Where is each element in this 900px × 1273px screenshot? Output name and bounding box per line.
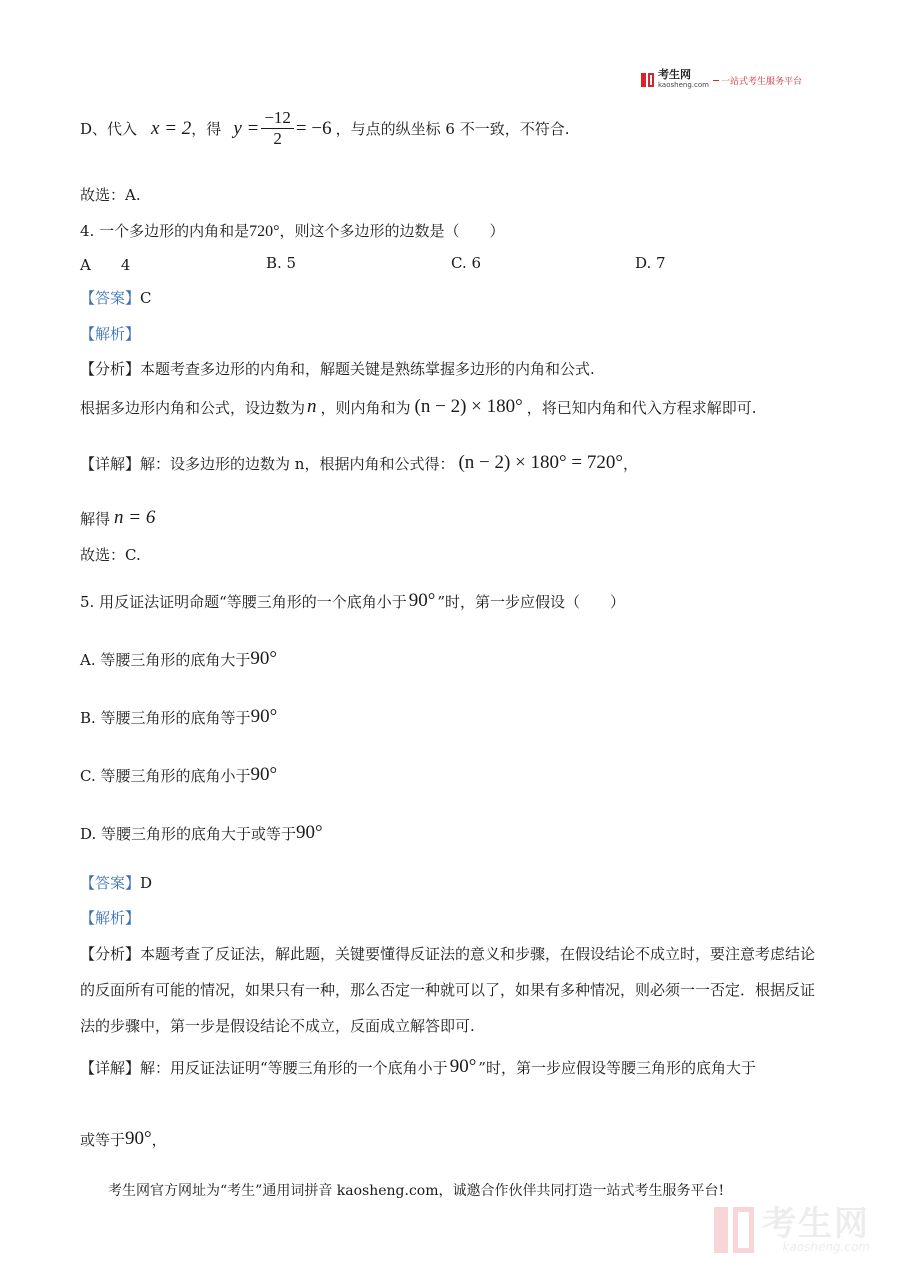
logo-text — [658, 70, 709, 90]
q5-fenxi-text: 本题考查了反证法，解此题，关键要懂得反证法的意义和步骤，在假设结论不成立时，要注意考虑结论的反面所有可能的情况，如果只有一种，那么否定一种就可以了，如果有多种情况，则必须一一否定．根据反证法的步骤中，第一步是假设结论不成立，反面成立解答即可. — [80, 945, 816, 1035]
q5-detail — [80, 1056, 756, 1078]
q4-detail-equation: (n − 2) × 180° = 720° — [458, 452, 623, 473]
q4-option-b: B. 5 — [266, 254, 297, 272]
q5-detail-end-pre: 或等于 — [80, 1130, 126, 1149]
q5-option-b — [80, 706, 277, 728]
q4-answer — [80, 287, 152, 308]
q3-d-x-eq: x = 2 — [151, 117, 192, 139]
q5-answer-tag: 【答案】 — [80, 874, 141, 892]
q5-fenxi-tag: 【分析】 — [80, 945, 141, 963]
q5-answer — [80, 872, 152, 893]
q4-fenxi — [80, 358, 595, 379]
q5-option-b-text: B. 等腰三角形的底角等于 — [80, 708, 251, 727]
logo-divider — [713, 80, 719, 81]
q4-solve — [80, 507, 155, 529]
q3-choose: 故选：A. — [80, 186, 141, 204]
q3-d-denominator: 2 — [273, 129, 282, 148]
q4-basis-pre: 根据多边形内角和公式，设边数为 — [80, 398, 306, 417]
q3-d-fraction — [261, 108, 294, 149]
q5-option-d — [80, 822, 323, 844]
q3-d-y: y = — [233, 117, 260, 139]
q4-detail-tag: 【详解】 — [80, 454, 141, 473]
q4-fenxi-text: 本题考查多边形的内角和，解题关键是熟练掌握多边形的内角和公式. — [140, 360, 595, 378]
header-logo — [641, 70, 802, 90]
watermark-logo-icon — [714, 1207, 754, 1253]
q5-detail-pre: 解：用反证法证明“等腰三角形的一个底角小于 — [140, 1058, 448, 1077]
q4-basis-mid: ，则内角和为 — [320, 398, 411, 417]
q5-option-b-deg: 90° — [250, 706, 278, 727]
logo-title: 考生网 — [658, 68, 691, 81]
q4-fenxi-tag: 【分析】 — [80, 360, 141, 378]
q5-option-c-text: C. 等腰三角形的底角小于 — [80, 766, 251, 785]
q5-detail-end — [80, 1128, 167, 1150]
q4-answer-tag: 【答案】 — [80, 289, 141, 307]
q5-stem — [80, 590, 625, 612]
q5-answer-value: D — [140, 874, 153, 892]
q5-option-a — [80, 648, 277, 670]
q4-detail-text: 解：设多边形的边数为 n，根据内角和公式得： — [140, 454, 455, 473]
q4-stem-value: 720° — [249, 223, 280, 240]
q4-detail-comma: ， — [622, 454, 638, 473]
footer-text: 考生网官方网址为“考生”通用词拼音 kaosheng.com，诚邀合作伙伴共同打造一站式考生服务平台! — [108, 1183, 725, 1199]
q4-stem-post: ，则这个多边形的边数是（ ） — [279, 222, 505, 240]
q5-option-a-text: A. 等腰三角形的底角大于 — [80, 650, 251, 669]
watermark-text — [762, 1204, 870, 1254]
q5-option-a-deg: 90° — [250, 648, 277, 669]
q5-stem-value: 90° — [408, 590, 436, 611]
q4-basis-n: n — [307, 396, 317, 417]
watermark-logo — [714, 1204, 870, 1254]
q3-d-suffix: ，与点的纵坐标 6 不一致，不符合. — [335, 120, 570, 138]
q4-analysis-tag: 【解析】 — [80, 325, 141, 343]
header-slogan: 一站式考生服务平台 — [720, 76, 802, 87]
q4-stem-pre: 4. 一个多边形的内角和是 — [80, 222, 250, 240]
q4-basis — [80, 396, 757, 418]
q3-d-de: ，得 — [191, 120, 222, 138]
q4-basis-formula: (n − 2) × 180° — [414, 396, 523, 417]
q4-basis-post: ，将已知内角和代入方程求解即可. — [526, 398, 757, 417]
q4-answer-value: C — [140, 289, 152, 307]
q5-detail-end-value: 90° — [125, 1128, 152, 1149]
q5-option-d-text: D. 等腰三角形的底角大于或等于 — [80, 824, 297, 843]
q5-detail-end-post: ， — [151, 1130, 167, 1149]
logo-url: kaosheng.com — [658, 81, 709, 89]
q4-choose: 故选：C. — [80, 546, 141, 564]
q5-option-c — [80, 764, 277, 786]
q3-d-numerator: −12 — [261, 108, 294, 129]
q4-option-d: D. 7 — [635, 254, 666, 272]
q3-option-d — [80, 108, 569, 149]
q5-stem-post: ”时，第一步应假设（ ） — [437, 592, 626, 611]
kaosheng-logo-icon — [641, 72, 655, 88]
q4-detail — [80, 452, 638, 474]
watermark-url: kaosheng.com — [782, 1240, 870, 1254]
q5-detail-tag: 【详解】 — [80, 1058, 141, 1077]
q3-d-prefix: D、代入 — [80, 120, 138, 138]
q5-option-c-deg: 90° — [250, 764, 278, 785]
q4-option-c: C. 6 — [451, 254, 482, 272]
q5-analysis-tag: 【解析】 — [80, 909, 141, 927]
watermark-title: 考生网 — [762, 1204, 870, 1244]
q5-option-d-deg: 90° — [296, 822, 323, 843]
q4-solve-text: 解得 — [80, 509, 111, 528]
q5-stem-pre: 5. 用反证法证明命题“等腰三角形的一个底角小于 — [80, 592, 407, 611]
q5-fenxi — [80, 936, 820, 1044]
q5-detail-post: ”时，第一步应假设等腰三角形的底角大于 — [478, 1058, 756, 1077]
q5-detail-value: 90° — [449, 1056, 477, 1077]
q3-d-result: = −6 — [295, 117, 332, 139]
q4-stem — [80, 220, 505, 241]
q4-solve-equation: n = 6 — [114, 507, 156, 528]
q4-option-a: A 4 — [80, 256, 131, 274]
